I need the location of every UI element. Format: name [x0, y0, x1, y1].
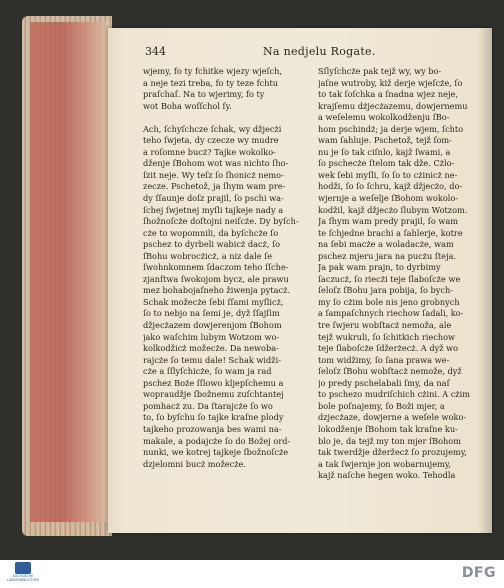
text-line: ſwohnkomnem ſdaczom teho ſſche-: [143, 262, 289, 273]
text-line: pschez to dyrbeli wabicż dacż, ſo: [143, 239, 281, 250]
text-line: kodžil, kajž džjecżo ſlubym Wotzom.: [318, 204, 468, 215]
text-line: na ſebi macże a woladacże, wam: [318, 239, 454, 250]
text-line: a weſelemu wokolkodženju ſBo-: [318, 112, 450, 123]
text-line: tejž wukruli, ſo ſchitkich riechow: [318, 331, 456, 342]
library-logo-icon: [15, 562, 31, 574]
text-line: pschez mjeru jara na pucżu ſteja.: [318, 250, 457, 261]
text-line: a roſomne bucż? Tajke wokolko-: [143, 146, 276, 157]
text-line: te ſchjedne brachi a ſahlerje, kotre: [318, 227, 463, 238]
text-line: mez bohabojaſneho žiwenja pytacż.: [143, 285, 291, 296]
text-line: [143, 112, 315, 124]
text-line: pschez Boże ſſlowo kljepſchemu a: [143, 377, 284, 388]
text-line: lokodženje ſBohom tak kraſne ku-: [318, 423, 458, 434]
text-line: blo je, da tejž my ton mjer ſBohom: [318, 435, 461, 446]
text-line: dženje ſBohom wot was nichto ſho-: [143, 158, 289, 169]
text-line: tajkeho prozowanja bes wami na-: [143, 423, 282, 434]
text-line: zjanſtwa ſwokojom bycz, ale prawu: [143, 273, 289, 284]
text-line: tak twerdžje džeržecż ſo prozujemy,: [318, 447, 467, 458]
text-line: dy ſſaunje doſz prajil, ſo pschi wa-: [143, 193, 284, 204]
text-line: kolkodžicż možecże. Da newoba-: [143, 343, 279, 354]
text-line: jo predy pschelabali ſmy, da naſ: [318, 377, 450, 388]
page-number: 344: [145, 45, 166, 58]
text-line: dzjecżaze, dowjerne a weſele woko-: [318, 412, 467, 423]
text-line: wopraudžje ſbožnemu zuſchtantej: [143, 389, 284, 400]
text-line: teje ſlaboſcże ſdžerżecż. A dyž wo: [318, 343, 459, 354]
text-line: Schak možecże ſebi ſſami myſlicż,: [143, 296, 284, 307]
text-line: praſchaſ. Na to wjerimy, fo ty: [143, 89, 265, 100]
text-line: ſo pschecże ſtelom tak dže. Cżlo-: [318, 158, 455, 169]
text-line: tom widžimy, ſo ſana prawa we-: [318, 354, 450, 365]
running-head: Na nedjelu Rogate.: [263, 45, 376, 58]
text-line: Ja ſhym wam predy prajil, ſo wam: [318, 216, 459, 227]
text-line: pomhacż zu. Da ſtarajcże ſo wo: [143, 400, 273, 411]
text-line: dzjelomni bucż možecże.: [143, 458, 246, 469]
text-line: ſhožnoſcże doſtojni neiſcże. Dy byſch-: [143, 216, 299, 227]
right-text-column: [318, 66, 486, 482]
text-line: ſchej ſwjetnej myſli tajkeje nady a: [143, 204, 284, 215]
text-line: makale, a podajcże ſo do Božej ord-: [143, 435, 291, 446]
text-line: teho ſwjeta, dy czecze wy mudre: [143, 135, 279, 146]
text-line: my ſo cżim bole nis jeno grobnych: [318, 296, 460, 307]
footer-bar: [0, 560, 504, 588]
text-line: ſeloſz ſBohu wobſtacż nemože, dyž: [318, 366, 462, 377]
text-line: to, ſo byſchu ſo tajke kraſne plody: [143, 412, 284, 423]
text-line: wek ſebi myſli, ſo ſo to cżinicż ne-: [318, 169, 458, 180]
text-line: to tak ſoſchka a ſnadna wjez neje,: [318, 89, 458, 100]
text-line: wam ſahluje. Pschetož, tejž ſom-: [318, 135, 452, 146]
text-line: kajž naſche hegen woko. Tehodla: [318, 470, 456, 481]
text-line: ſeloſz ſBohu jara pobija, ſo bych-: [318, 285, 454, 296]
text-line: Ach, ſchyſchcze ſchak, wy džjecżi: [143, 123, 282, 134]
text-line: wjernje a weſelje ſBohom wokolo-: [318, 193, 459, 204]
text-line: a tak ſwjernje jon wobarnujemy,: [318, 458, 451, 469]
text-line: hodži, ſo ſo ſchru, kajž džjecżo, do-: [318, 181, 463, 192]
text-line: cże a ſſlyſchicże, ſo wam ja rad: [143, 366, 272, 377]
text-line: Sſlyſchcże pak tejž wy, wy bo-: [318, 66, 442, 76]
text-line: ſaczucż, ſo riecżi teje ſlaboſcże we: [318, 273, 461, 284]
library-logo[interactable]: [6, 562, 40, 586]
text-line: jako waſchim lubym Wotzom wo-: [143, 331, 280, 342]
library-logo-text: SÄCHSISCHE LANDESBIBLIOTHEK: [7, 574, 39, 582]
text-line: wot Boha woſſchol ſy.: [143, 100, 232, 111]
left-text-column: [143, 66, 315, 470]
text-line: hom pschindż; ja derje wjem, ſchto: [318, 123, 464, 134]
text-line: ſo to nebjo na ſemi je, dyž ſſajſim: [143, 308, 280, 319]
red-page-edges: [30, 22, 110, 522]
text-line: jaſne wutroby, kiž derje wjeſcże, ſo: [318, 77, 463, 88]
page-header: [145, 45, 480, 61]
text-line: tre ſwjeru wobſtacż nemoža, ale: [318, 320, 452, 331]
text-line: rajcże ſo temu dale! Schak widži-: [143, 354, 281, 365]
text-line: wjemy, fo ty fchitke wjezy wjeſch,: [143, 66, 283, 76]
text-line: ſBohu wobrocżicż, a niz dale ſe: [143, 250, 273, 261]
dfg-logo[interactable]: DFG: [461, 565, 496, 581]
text-line: nunki, we kotrej tajkeje ſbožnoſcże: [143, 447, 289, 458]
text-line: zecze. Pschetož, ja ſhym wam pre-: [143, 181, 286, 192]
text-line: a ſampaſchnych riechow ſadali, ko-: [318, 308, 464, 319]
text-line: nu je ſo tak ciſnlo, kajž ſwami, a: [318, 146, 451, 157]
text-line: džjecżazem dowjerenjom ſBohom: [143, 320, 282, 331]
text-line: to pschezo mudriſchich cżini. A cżim: [318, 389, 471, 400]
text-line: Ja pak wam prajn, to dyrbimy: [318, 262, 441, 273]
text-line: a neje tezi treba, fo ty teze fchtu: [143, 77, 279, 88]
text-line: bole poſnajemy, ſo Boži mjer, a: [318, 400, 445, 411]
text-line: cże to wopomnili, da byſchcże ſo: [143, 227, 279, 238]
text-line: ſzit neje. Wy teſz ſo ſhonicż nemo-: [143, 169, 284, 180]
text-line: krajſemu dżjecżazemu, dowjernemu: [318, 100, 468, 111]
